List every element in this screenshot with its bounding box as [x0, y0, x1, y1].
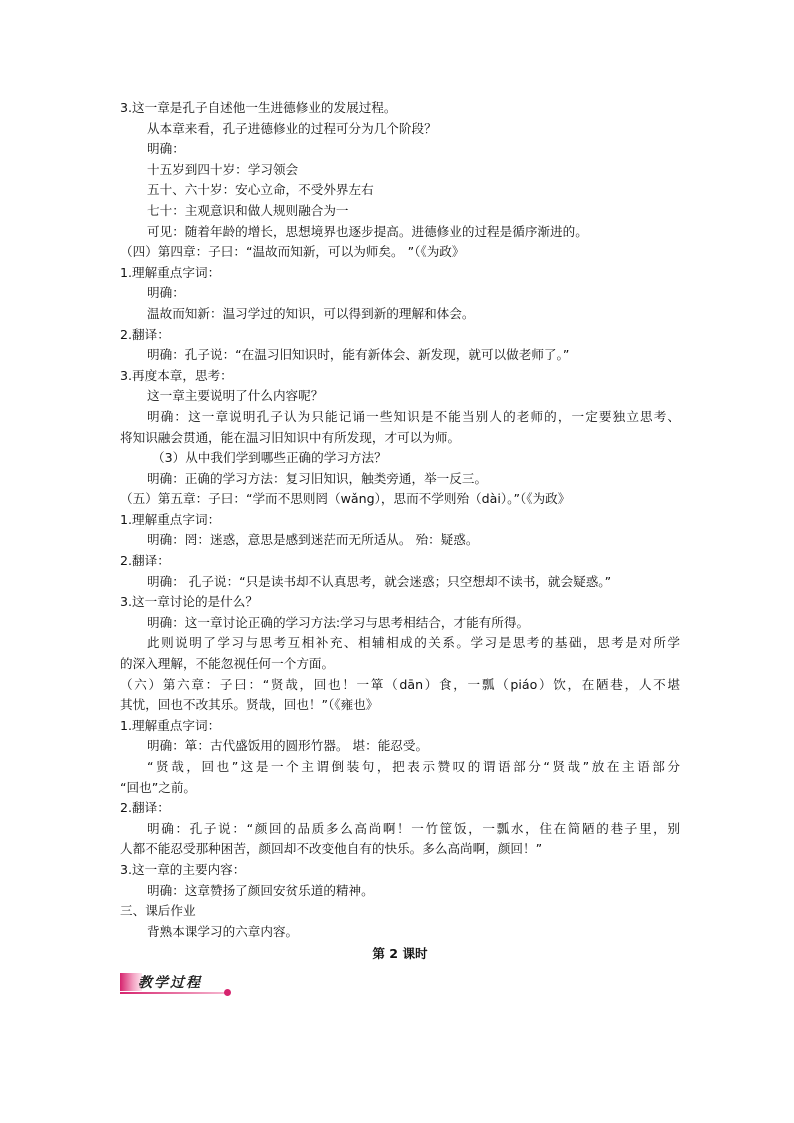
text-line: 3.这一章讨论的是什么？ [120, 594, 258, 610]
text-line: （3）从中我们学到哪些正确的学习方法？ [152, 450, 387, 466]
text-line: 这一章主要说明了什么内容呢？ [147, 388, 324, 404]
text-line: 2.翻译： [120, 553, 170, 569]
text-line: 2.翻译： [120, 326, 170, 342]
text-line: 五十、六十岁：安心立命，不受外界左右 [147, 182, 374, 198]
text-line: 明确： [147, 285, 185, 301]
text-line: 1.理解重点字词： [120, 511, 221, 527]
text-line: 其忧，回也不改其乐。贤哉，回也！”（《雍也》 [120, 697, 379, 713]
text-line: 2.翻译： [120, 800, 170, 816]
text-line: 明确：正确的学习方法：复习旧知识，触类旁通，举一反三。 [147, 470, 488, 486]
banner-underline [120, 992, 226, 994]
text-line: 3.这一章是孔子自述他一生进德修业的发展过程。 [120, 100, 397, 115]
text-line: 明确：这一章说明孔子认为只能记诵一些知识是不能当别人的老师的，一定要独立思考、 [147, 408, 680, 424]
text-line: 3.这一章的主要内容： [120, 861, 246, 877]
section-banner-title: 教学过程 [138, 974, 202, 991]
text-line: 三、课后作业 [120, 903, 196, 919]
text-line: （五）第五章：子曰：“学而不思则罔（wǎng），思而不学则殆（dài）。”（《为政》 [120, 491, 571, 507]
text-line: 明确： [147, 141, 185, 157]
text-lines [120, 98, 680, 942]
text-line: 人都不能忍受那种困苦，颜回却不改变他自有的快乐。多么高尚啊，颜回！” [120, 841, 543, 857]
text-line: 明确：罔：迷惑，意思是感到迷茫而无所适从。 殆：疑惑。 [147, 532, 479, 548]
text-line: 从本章来看，孔子进德修业的过程可分为几个阶段？ [147, 120, 437, 136]
text-line: （六）第六章：子曰：“贤哉，回也！一箪（dān）食，一瓢（piáo）饮，在陋巷，人不堪 [120, 676, 680, 692]
text-line: 明确：箪：古代盛饭用的圆形竹器。 堪：能忍受。 [147, 738, 429, 754]
text-line: （四）第四章：子曰：“温故而知新，可以为师矣。 ”（《为政》 [120, 244, 465, 260]
text-line: “回也”之前。 [120, 779, 197, 795]
document-body [120, 98, 680, 995]
text-line: 明确：这一章讨论正确的学习方法:学习与思考相结合，才能有所得。 [147, 614, 530, 630]
section-banner [120, 973, 232, 995]
text-line: 明确：孔子说：“在温习旧知识时，能有新体会、新发现，就可以做老师了。” [147, 347, 570, 363]
text-line: 明确：这章赞扬了颜回安贫乐道的精神。 [147, 882, 374, 898]
text-line: 1.理解重点字词： [120, 717, 221, 733]
text-line: 十五岁到四十岁：学习领会 [147, 161, 299, 177]
text-line: 明确： 孔子说：“只是读书却不认真思考，就会迷惑；只空想却不读书，就会疑惑。” [147, 573, 612, 589]
banner-dot-icon [224, 989, 231, 996]
text-line: 七十：主观意识和做人规则融合为一 [147, 202, 349, 218]
text-line: 的深入理解，不能忽视任何一个方面。 [120, 656, 335, 672]
text-line: 可见：随着年龄的增长，思想境界也逐步提高。进德修业的过程是循序渐进的。 [147, 223, 588, 239]
text-line: “贤哉，回也”这是一个主谓倒装句，把表示赞叹的谓语部分“贤哉”放在主语部分 [147, 759, 680, 774]
text-line: 1.理解重点字词： [120, 264, 221, 280]
lesson-heading: 第 2 课时 [372, 946, 428, 962]
text-line: 将知识融会贯通，能在温习旧知识中有所发现，才可以为师。 [120, 429, 461, 445]
text-line: 背熟本课学习的六章内容。 [147, 923, 299, 939]
text-line: 3.再度本章，思考： [120, 367, 233, 383]
text-line: 此则说明了学习与思考互相补充、相辅相成的关系。学习是思考的基础，思考是对所学 [147, 635, 680, 651]
text-line: 明确：孔子说：“颜回的品质多么高尚啊！一竹筐饭，一瓢水，住在简陋的巷子里，别 [147, 820, 680, 836]
text-line: 温故而知新：温习学过的知识，可以得到新的理解和体会。 [147, 305, 475, 321]
